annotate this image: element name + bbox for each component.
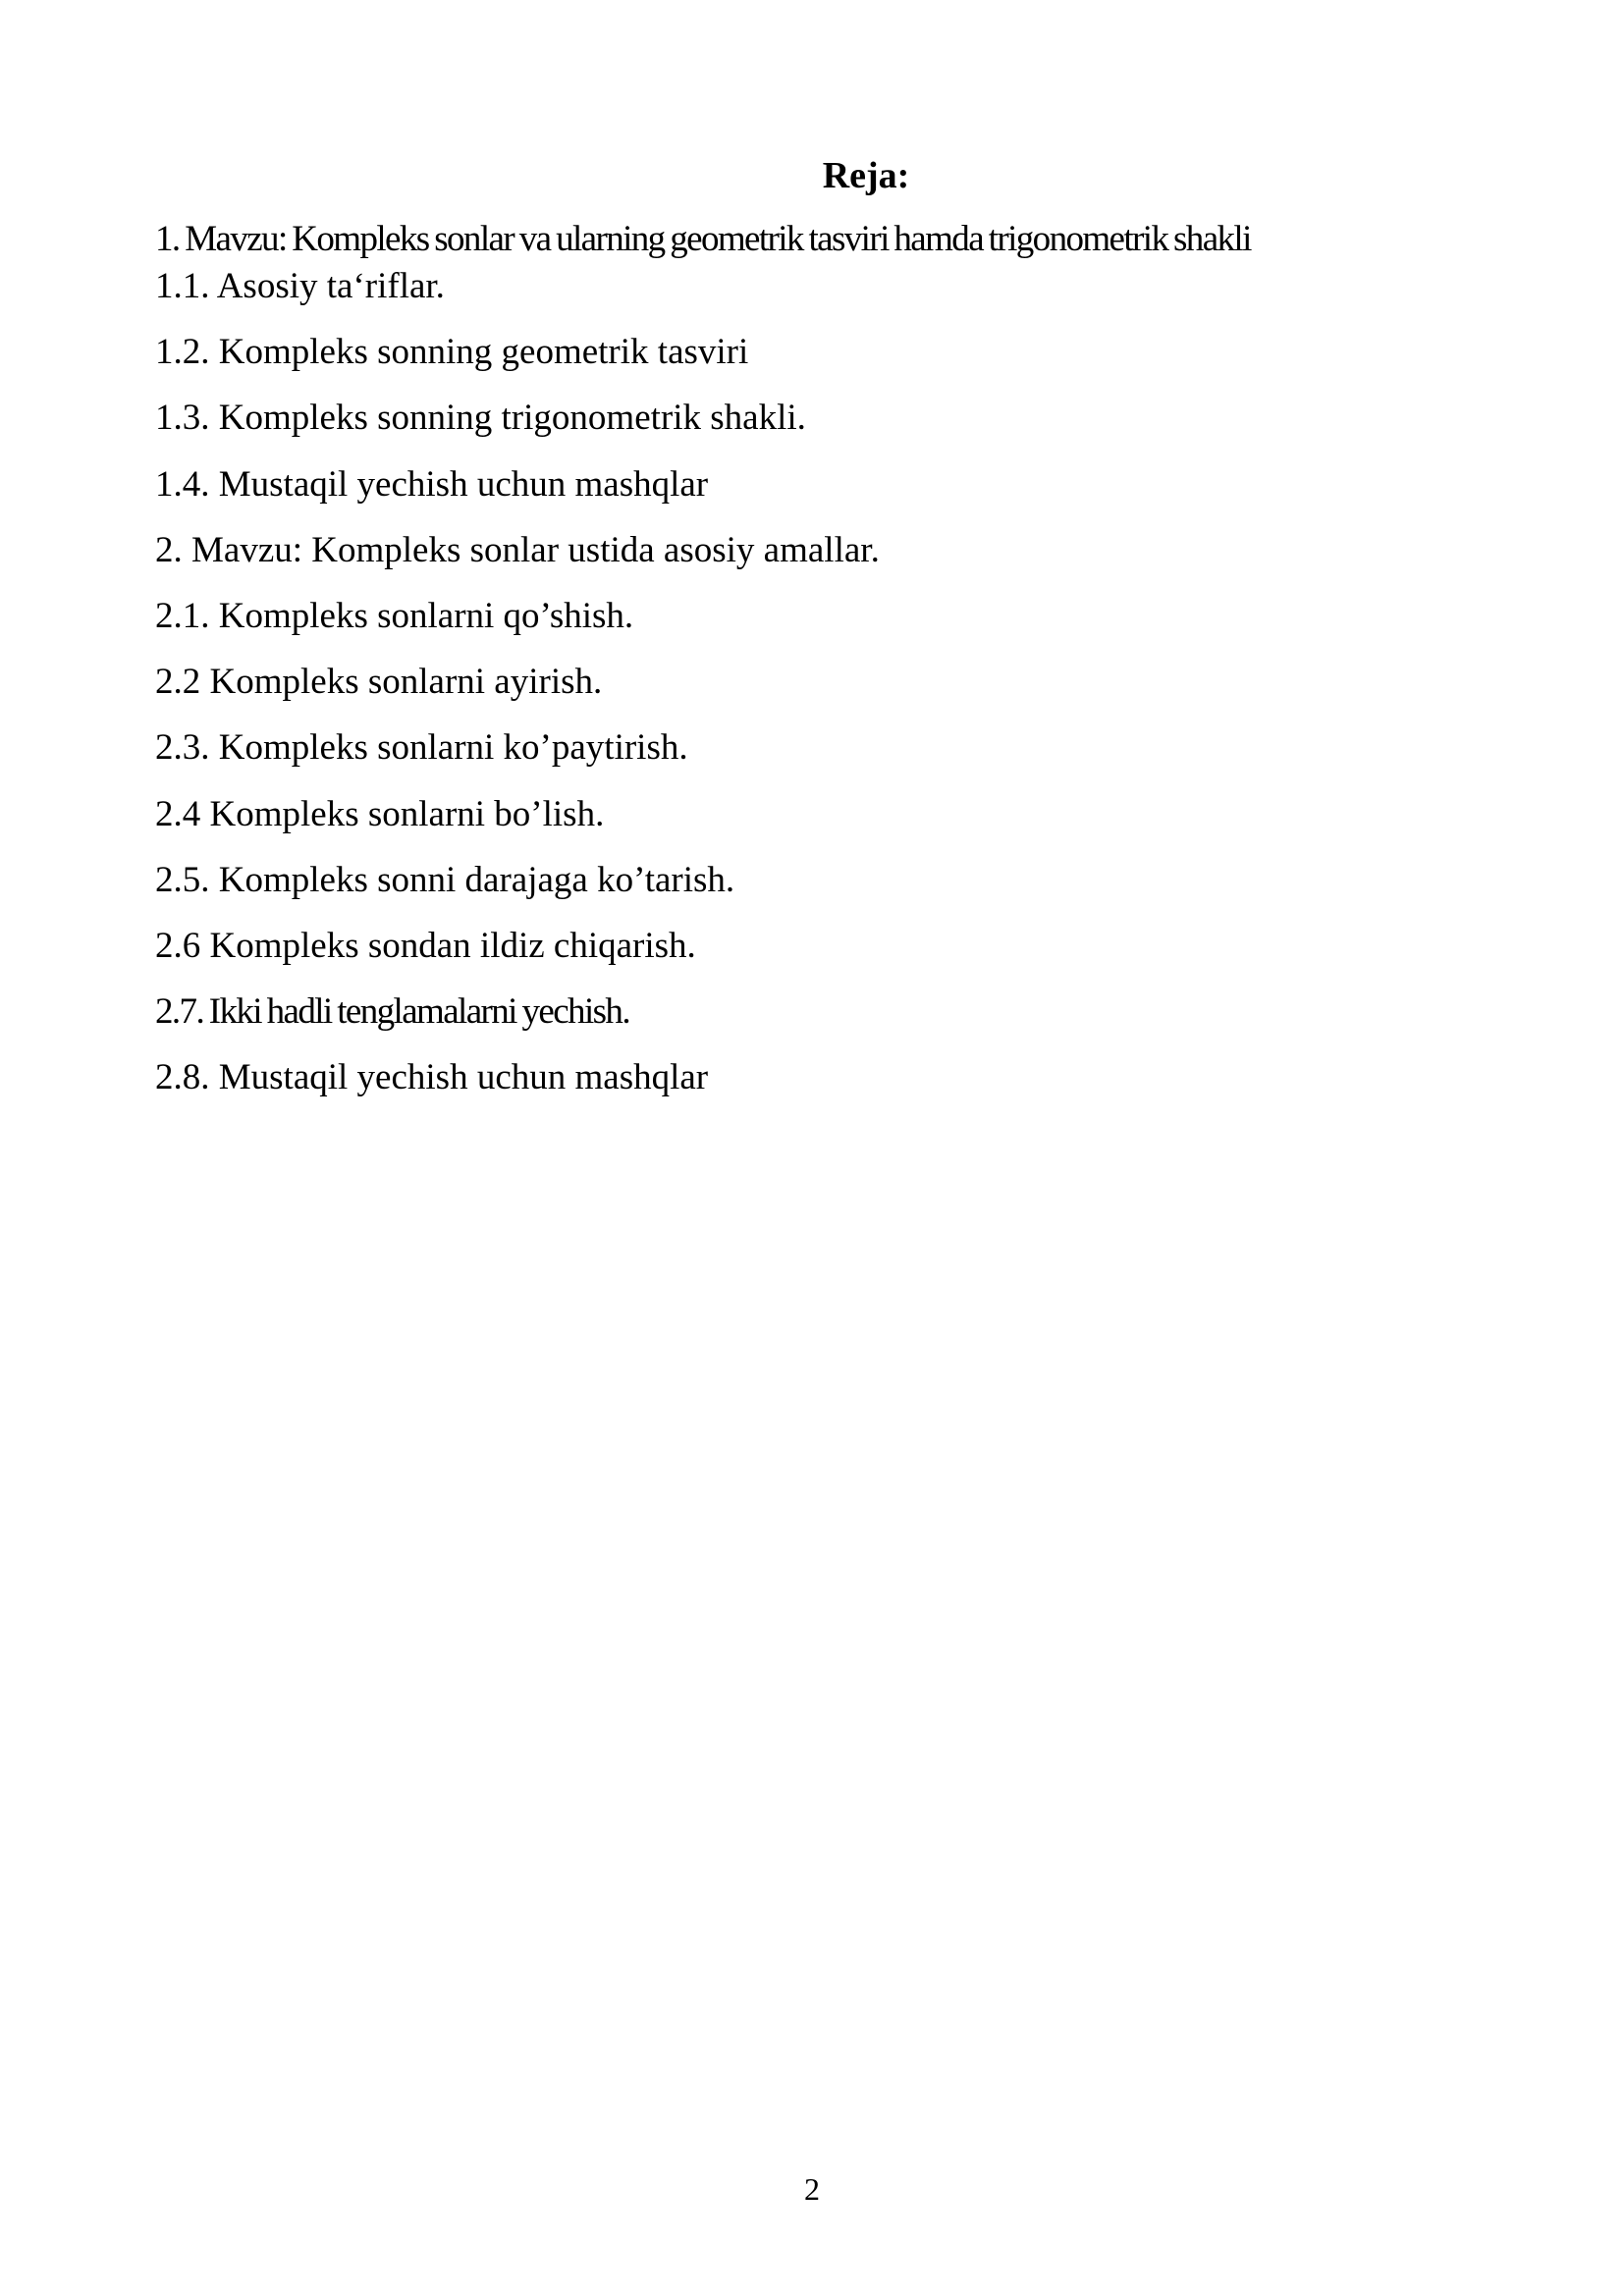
plan-line-2-1: 2.1. Kompleks sonlarni qo’shish. (155, 596, 634, 636)
plan-line-2-5: 2.5. Kompleks sonni darajaga ko’tarish. (155, 860, 735, 900)
plan-line-2-6: 2.6 Kompleks sondan ildiz chiqarish. (155, 926, 696, 966)
plan-line-1-2: 1.2. Kompleks sonning geometrik tasviri (155, 332, 749, 372)
plan-line-2-8: 2.8. Mustaqil yechish uchun mashqlar (155, 1057, 709, 1097)
plan-line-2-2: 2.2 Kompleks sonlarni ayirish. (155, 662, 603, 702)
plan-line-2: 2. Mavzu: Kompleks sonlar ustida asosiy amallar. (155, 530, 880, 570)
plan-title: Reja: (822, 155, 910, 196)
plan-line-1-4: 1.4. Mustaqil yechish uchun mashqlar (155, 464, 709, 505)
plan-line-1-3: 1.3. Kompleks sonning trigonometrik shakli. (155, 398, 806, 438)
plan-line-2-3: 2.3. Kompleks sonlarni ko’paytirish. (155, 727, 688, 768)
plan-line-1-1: 1.1. Asosiy ta‘riflar. (155, 266, 445, 306)
plan-line-2-4: 2.4 Kompleks sonlarni bo’lish. (155, 794, 605, 834)
plan-line-1: 1. Mavzu: Kompleks sonlar va ularning geometrik tasviri hamda trigonometrik shakli (155, 219, 1251, 259)
plan-line-2-7: 2.7. Ikki hadli tenglamalarni yechish. (155, 991, 629, 1032)
page-number: 2 (804, 2171, 820, 2207)
